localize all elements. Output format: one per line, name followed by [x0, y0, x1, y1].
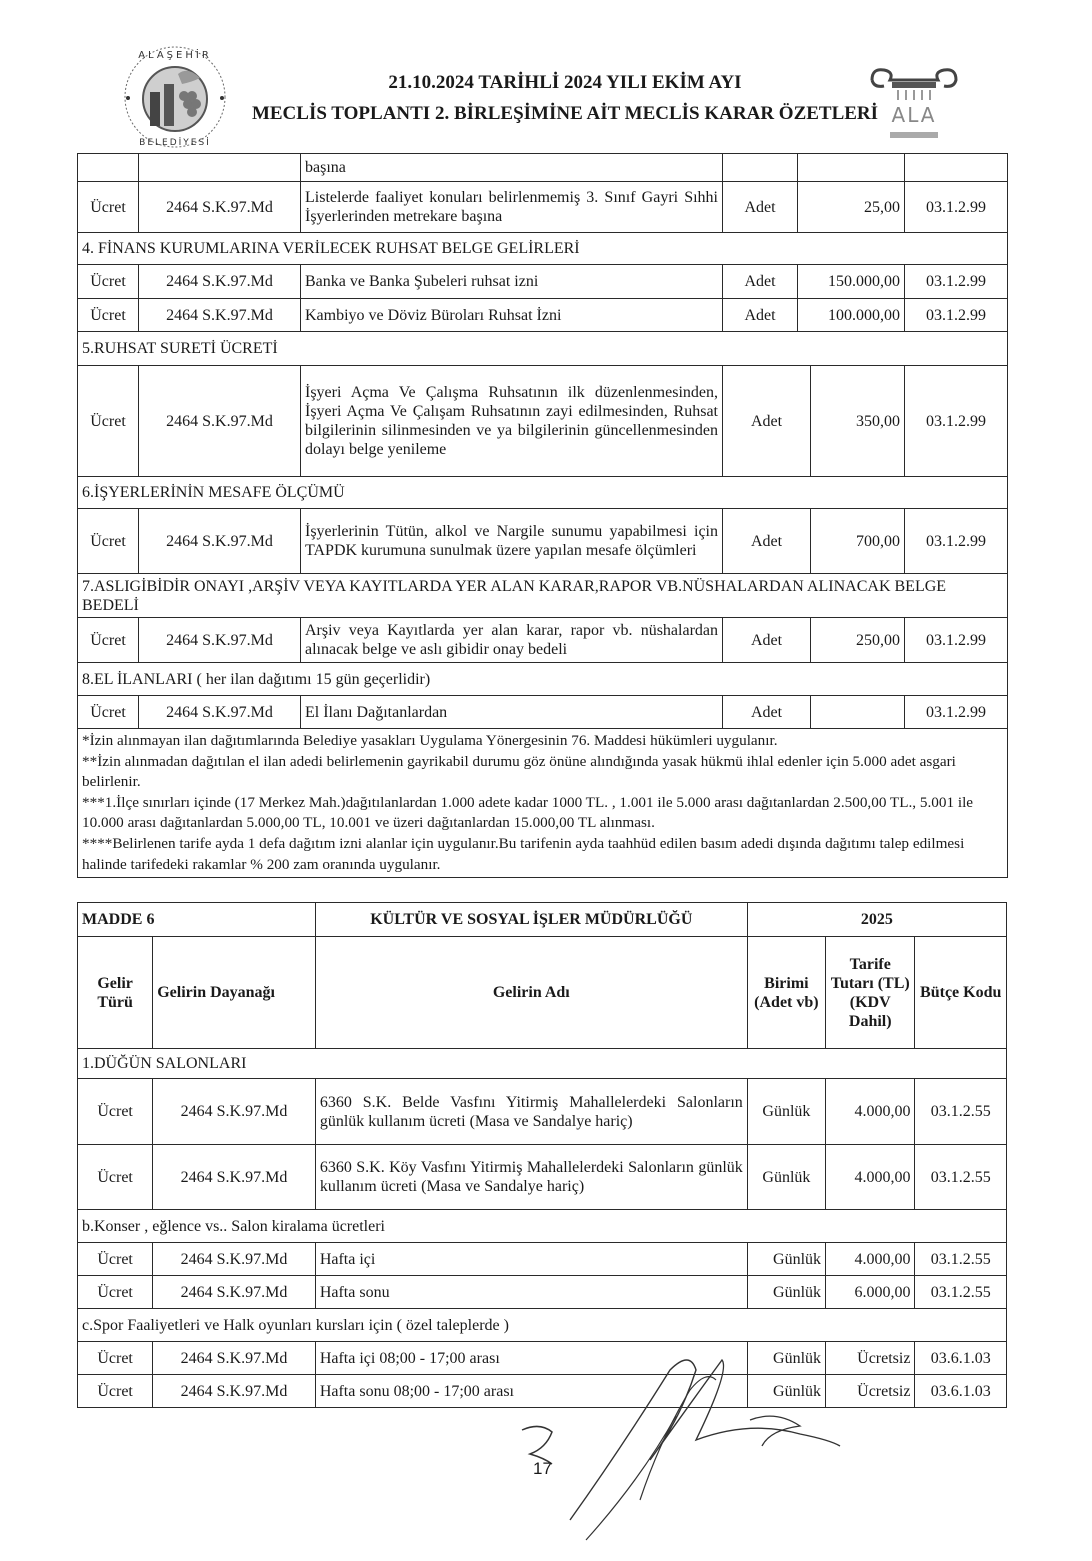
section-header-row — [78, 574, 1008, 618]
section-header-row — [78, 332, 1008, 366]
svg-text:BELEDİYESİ: BELEDİYESİ — [139, 138, 211, 148]
section-title: 4. FİNANS KURUMLARINA VERİLECEK RUHSAT BELGE GELİRLERİ — [78, 233, 1008, 265]
tariff-amount: Ücretsiz — [826, 1375, 915, 1408]
legal-basis: 2464 S.K.97.Md — [139, 696, 301, 729]
revenue-type: Ücret — [78, 1375, 153, 1408]
revenue-type: Ücret — [78, 1145, 153, 1210]
budget-code: 03.1.2.99 — [905, 265, 1008, 299]
revenue-table-continued — [77, 153, 1008, 878]
page-number: 17 — [533, 1459, 552, 1478]
legal-basis: 2464 S.K.97.Md — [153, 1375, 316, 1408]
tariff-year: 2025 — [747, 903, 1006, 937]
revenue-type: Ücret — [78, 265, 139, 299]
col-header-item-name: Gelirin Adı — [315, 937, 747, 1049]
note-4: ****Belirlenen tarife ayda 1 defa dağıtım izni alanlar için uygulanır.Bu tarifenin ayda taahhüd edilen basım adedi dışında dağıtımı talep edilmesi halinde tarifedeki rakamlar % 200 zam oranında uygulanır. — [82, 834, 965, 873]
budget-code: 03.1.2.55 — [915, 1276, 1007, 1309]
article-number: MADDE 6 — [78, 903, 316, 937]
col-header-unit: Birimi (Adet vb) — [747, 937, 825, 1049]
tariff-amount: 150.000,00 — [798, 265, 905, 299]
madde-header-row — [78, 903, 1007, 937]
legal-basis: 2464 S.K.97.Md — [153, 1145, 316, 1210]
table-row — [78, 509, 1008, 574]
unit: Günlük — [747, 1375, 825, 1408]
note-1: *İzin alınmayan ilan dağıtımlarında Belediye yasakları Uygulama Yönergesinin 76. Maddesi hükümleri uygulanır. — [82, 732, 778, 749]
col-header-revenue-type: Gelir Türü — [78, 937, 153, 1049]
item-name: 6360 S.K. Köy Vasfını Yitirmiş Mahallelerdeki Salonların günlük kullanım ücreti (Masa ve Sandalye hariç) — [315, 1145, 747, 1210]
item-name: Kambiyo ve Döviz Büroları Ruhsat İzni — [301, 299, 723, 332]
unit: Günlük — [747, 1276, 825, 1309]
budget-code: 03.6.1.03 — [915, 1342, 1007, 1375]
budget-code: 03.1.2.99 — [905, 366, 1008, 477]
table-row — [78, 299, 1008, 332]
table-row — [78, 366, 1008, 477]
legal-basis: 2464 S.K.97.Md — [153, 1079, 316, 1145]
section-title: 6.İŞYERLERİNİN MESAFE ÖLÇÜMÜ — [78, 477, 1008, 509]
unit: Adet — [723, 696, 811, 729]
document-title-line2: MECLİS TOPLANTI 2. BİRLEŞİMİNE AİT MECLİS KARAR ÖZETLERİ — [251, 103, 879, 124]
table-row — [78, 265, 1008, 299]
budget-code: 03.6.1.03 — [915, 1375, 1007, 1408]
section-title: c.Spor Faaliyetleri ve Halk oyunları kursları için ( özel taleplerde ) — [78, 1309, 1007, 1342]
section-header-row — [78, 1210, 1007, 1243]
legal-basis: 2464 S.K.97.Md — [153, 1243, 316, 1276]
alasehir-municipality-seal-icon — [122, 44, 228, 150]
table-row — [78, 696, 1008, 729]
page-header — [0, 0, 1092, 150]
item-name: El İlanı Dağıtanlardan — [301, 696, 723, 729]
legal-basis: 2464 S.K.97.Md — [139, 265, 301, 299]
legal-basis: 2464 S.K.97.Md — [139, 366, 301, 477]
notes-row — [78, 729, 1008, 878]
legal-basis: 2464 S.K.97.Md — [153, 1342, 316, 1375]
section-header-row — [78, 663, 1008, 696]
item-name: Hafta sonu 08;00 - 17;00 arası — [315, 1375, 747, 1408]
svg-text:ALAŞEHİR: ALAŞEHİR — [138, 50, 212, 61]
handwritten-signature — [500, 1330, 860, 1550]
note-2: **İzin alınmadan dağıtılan el ilan adedi belirlemenin gayrikabil durumu göz önüne alındığında yasak hükmü ihlal edenler için 5.000 adet asgari belirlenir. — [82, 752, 956, 791]
tariff-amount: 250,00 — [811, 618, 905, 663]
item-name: İşyeri Açma Ve Çalışma Ruhsatının ilk düzenlenmesinden, İşyeri Açma Ve Çalışam Ruhsatının zayi edilmesinden, Ruhsat bilgilerinin silinmesinden ve ya bilgilerinin güncellenmesinden dolayı belge yenileme — [301, 366, 723, 477]
table-row — [78, 1243, 1007, 1276]
col-header-legal-basis: Gelirin Dayanağı — [153, 937, 316, 1049]
column-header-row — [78, 937, 1007, 1049]
table-row — [78, 1276, 1007, 1309]
unit: Adet — [723, 265, 798, 299]
tariff-amount: 25,00 — [798, 182, 905, 233]
item-name: başına — [301, 154, 723, 182]
revenue-type: Ücret — [78, 182, 139, 233]
table-row — [78, 1145, 1007, 1210]
revenue-type: Ücret — [78, 1243, 153, 1276]
col-header-tariff: Tarife Tutarı (TL) (KDV Dahil) — [826, 937, 915, 1049]
unit: Adet — [723, 299, 798, 332]
budget-code: 03.1.2.99 — [905, 696, 1008, 729]
tariff-amount: 4.000,00 — [826, 1079, 915, 1145]
unit: Adet — [723, 182, 798, 233]
revenue-type: Ücret — [78, 1079, 153, 1145]
section-title: 8.EL İLANLARI ( her ilan dağıtımı 15 gün geçerlidir) — [78, 663, 1008, 696]
unit: Günlük — [747, 1079, 825, 1145]
unit: Adet — [723, 618, 811, 663]
section-title: 5.RUHSAT SURETİ ÜCRETİ — [78, 332, 1008, 366]
budget-code: 03.1.2.55 — [915, 1079, 1007, 1145]
item-name: Hafta içi 08;00 - 17;00 arası — [315, 1342, 747, 1375]
revenue-type: Ücret — [78, 366, 139, 477]
unit: Günlük — [747, 1342, 825, 1375]
department-name: KÜLTÜR VE SOSYAL İŞLER MÜDÜRLÜĞÜ — [315, 903, 747, 937]
document-title-line1: 21.10.2024 TARİHLİ 2024 YILI EKİM AYI — [388, 72, 742, 93]
revenue-type: Ücret — [78, 696, 139, 729]
col-header-budget-code: Bütçe Kodu — [915, 937, 1007, 1049]
legal-basis: 2464 S.K.97.Md — [153, 1276, 316, 1309]
item-name: Listelerde faaliyet konuları belirlenmemiş 3. Sınıf Gayri Sıhhi İşyerlerinden metrekare başına — [301, 182, 723, 233]
tariff-amount: 350,00 — [811, 366, 905, 477]
tariff-amount: 6.000,00 — [826, 1276, 915, 1309]
item-name: Hafta sonu — [315, 1276, 747, 1309]
revenue-type: Ücret — [78, 1276, 153, 1309]
item-name: İşyerlerinin Tütün, alkol ve Nargile sunumu yapabilmesi için TAPDK kurumuna sunulmak üzere yapılan mesafe ölçümleri — [301, 509, 723, 574]
budget-code: 03.1.2.99 — [905, 618, 1008, 663]
table-row — [78, 1079, 1007, 1145]
table-row — [78, 154, 1008, 182]
revenue-type: Ücret — [78, 299, 139, 332]
budget-code: 03.1.2.99 — [905, 182, 1008, 233]
legal-basis: 2464 S.K.97.Md — [139, 618, 301, 663]
revenue-type: Ücret — [78, 1342, 153, 1375]
tariff-amount: 700,00 — [811, 509, 905, 574]
table-row — [78, 182, 1008, 233]
unit: Adet — [723, 509, 811, 574]
section-title: 1.DÜĞÜN SALONLARI — [78, 1049, 1007, 1079]
budget-code: 03.1.2.55 — [915, 1243, 1007, 1276]
section-title: b.Konser , eğlence vs.. Salon kiralama ücretleri — [78, 1210, 1007, 1243]
budget-code: 03.1.2.99 — [905, 299, 1008, 332]
tariff-amount: Ücretsiz — [826, 1342, 915, 1375]
section-title: 7.ASLIGİBİDİR ONAYI ,ARŞİV VEYA KAYITLARDA YER ALAN KARAR,RAPOR VB.NÜSHALARDAN ALINACAK BELGE BEDELİ — [78, 574, 1008, 618]
revenue-type: Ücret — [78, 509, 139, 574]
item-name: Arşiv veya Kayıtlarda yer alan karar, rapor vb. nüshalardan alınacak belge ve aslı gibidir onay bedeli — [301, 618, 723, 663]
unit: Günlük — [747, 1243, 825, 1276]
unit: Günlük — [747, 1145, 825, 1210]
revenue-type: Ücret — [78, 618, 139, 663]
legal-basis: 2464 S.K.97.Md — [139, 299, 301, 332]
unit: Adet — [723, 366, 811, 477]
section-header-row — [78, 1049, 1007, 1079]
item-name: 6360 S.K. Belde Vasfını Yitirmiş Mahallelerdeki Salonların günlük kullanım ücreti (Masa ve Sandalye hariç) — [315, 1079, 747, 1145]
legal-basis: 2464 S.K.97.Md — [139, 509, 301, 574]
budget-code: 03.1.2.55 — [915, 1145, 1007, 1210]
legal-basis: 2464 S.K.97.Md — [139, 182, 301, 233]
note-3: ***1.İlçe sınırları içinde (17 Merkez Mah.)dağıtılanlardan 1.000 adete kadar 1000 TL. , 1.001 ile 5.000 arası dağıtanlardan 2.500,00 TL., 5.001 ile 10.000 arası dağıtanlardan 5.000,00 TL, 10.001 ve üzeri dağıtanlardan 15.000,00 TL alınması. — [82, 793, 974, 832]
item-name: Banka ve Banka Şubeleri ruhsat izni — [301, 265, 723, 299]
section-header-row — [78, 477, 1008, 509]
tariff-amount: 100.000,00 — [798, 299, 905, 332]
tariff-amount — [811, 696, 905, 729]
svg-text:ALA: ALA — [891, 103, 937, 127]
ala-column-logo-icon — [868, 66, 960, 146]
item-name: Hafta içi — [315, 1243, 747, 1276]
tariff-amount: 4.000,00 — [826, 1243, 915, 1276]
table-row — [78, 618, 1008, 663]
budget-code: 03.1.2.99 — [905, 509, 1008, 574]
section-header-row — [78, 233, 1008, 265]
notes-cell — [78, 729, 1008, 878]
tariff-amount: 4.000,00 — [826, 1145, 915, 1210]
